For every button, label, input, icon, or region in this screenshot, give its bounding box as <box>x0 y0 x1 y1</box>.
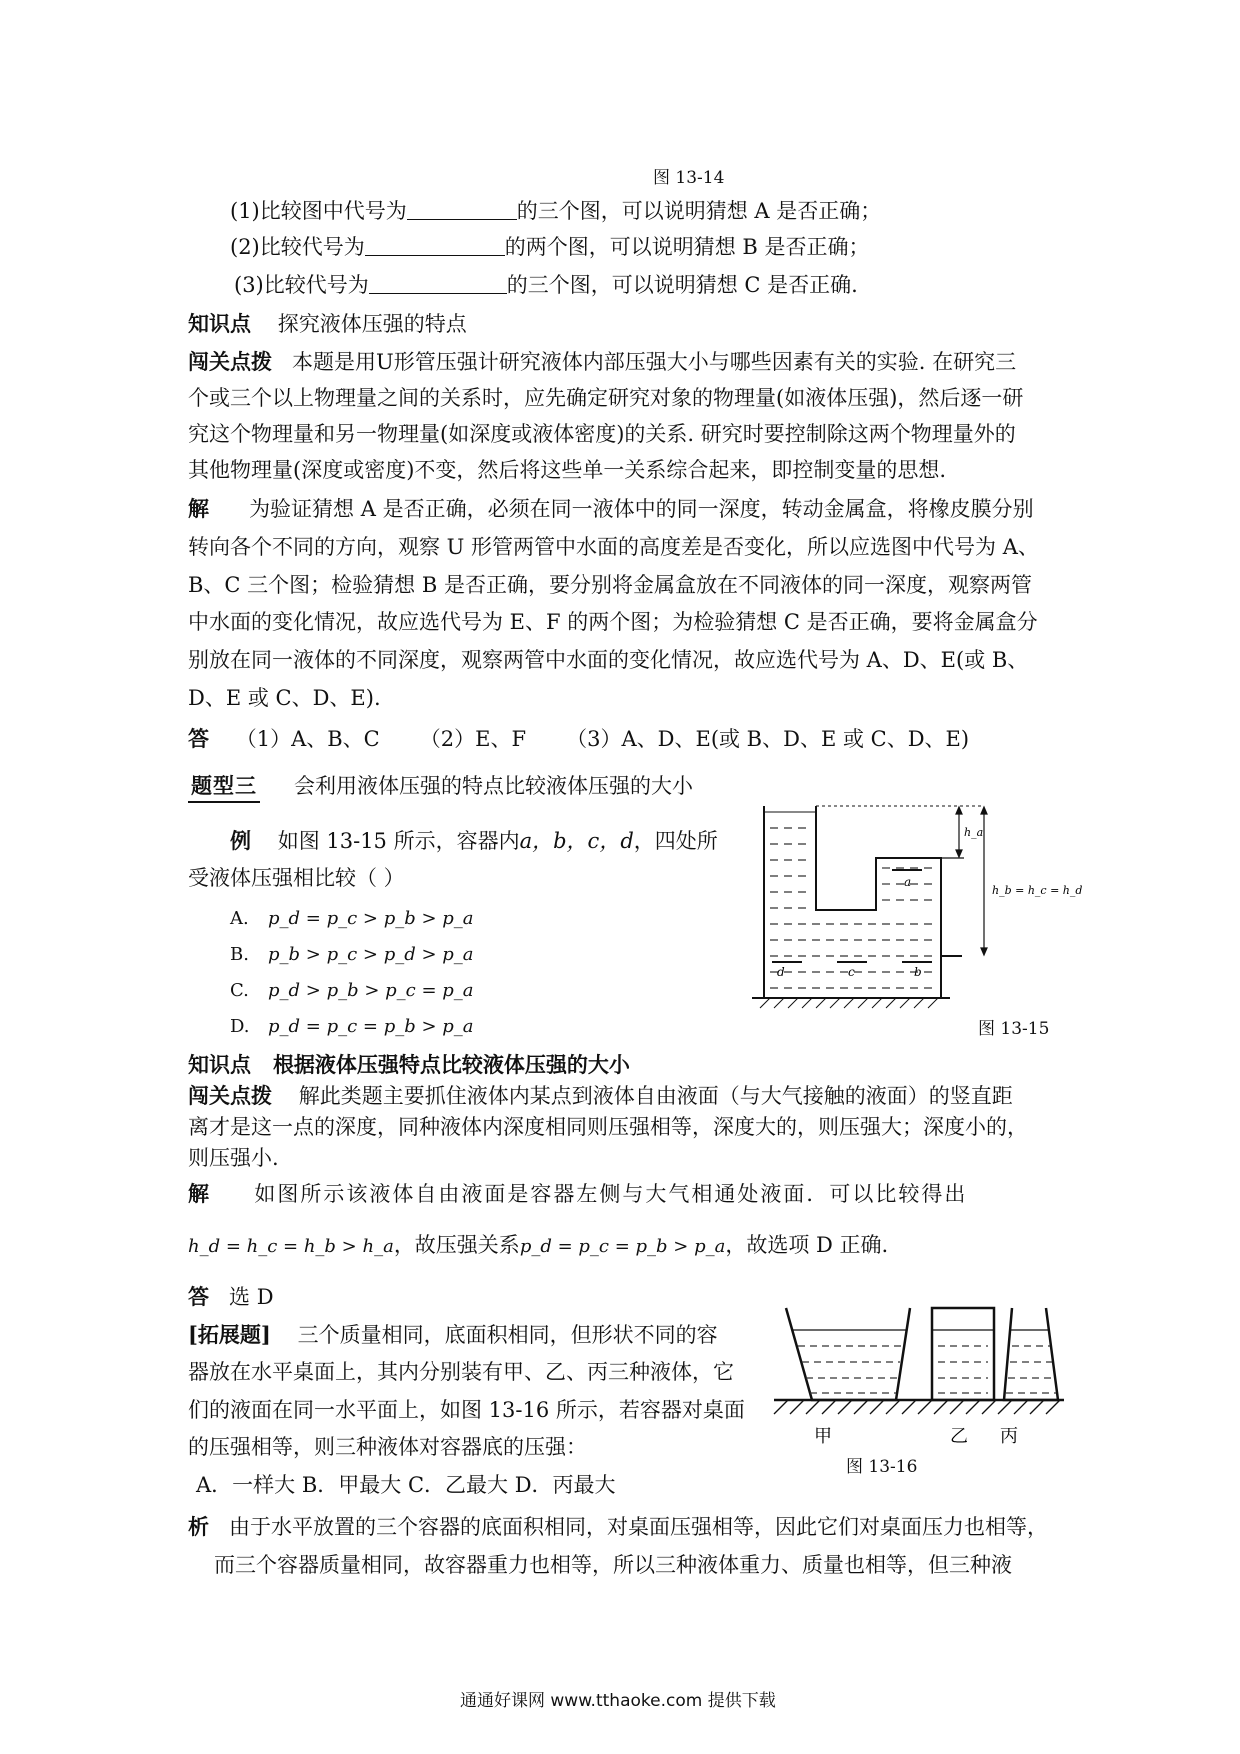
point-b: b <box>914 965 922 979</box>
option-letter: B. <box>230 944 249 965</box>
answer-1 <box>188 724 969 754</box>
analysis-line-0 <box>188 1512 1048 1542</box>
option-2 <box>230 938 474 970</box>
depth-relation: h_d = h_c = h_b > h_a <box>188 1236 394 1257</box>
solution-1-line-2: B、C 三个图；检验猜想 B 是否正确，要分别将金属盒放在不同液体的同一深度，观察两管 <box>188 573 1032 597</box>
question-2-prefix: (2)比较代号为 <box>230 235 365 259</box>
tip-2-line-0 <box>188 1081 1013 1111</box>
solution-mid: ，故压强关系 <box>393 1233 520 1257</box>
knowledge-point-label: 知识点 <box>188 311 251 336</box>
container-label-bing: 丙 <box>1000 1426 1018 1447</box>
container-label-jia: 甲 <box>814 1426 832 1447</box>
pressure-relation: p_d = p_c = p_b > p_a <box>519 1236 726 1257</box>
option-expression: p_b > p_c > p_d > p_a <box>268 944 474 965</box>
tip-text: 本题是用U形管压强计研究液体内部压强大小与哪些因素有关的实验. 在研究三 <box>292 350 1017 374</box>
topic-3-heading <box>188 771 693 803</box>
extension-line-2: 们的液面在同一水平面上，如图 13-16 所示，若容器对桌面 <box>188 1398 745 1422</box>
solution-1-line-3: 中水面的变化情况，故应选代号为 E、F 的两个图；为检验猜想 C 是否正确，要将金属盒分 <box>188 610 1038 634</box>
option-1 <box>230 902 474 934</box>
question-3-suffix: 的三个图，可以说明猜想 C 是否正确. <box>506 273 858 297</box>
option-expression: p_d = p_c > p_b > p_a <box>268 908 474 929</box>
option-letter: C. <box>230 980 249 1001</box>
question-2 <box>230 232 870 262</box>
answer-blank-2 <box>365 233 505 256</box>
example-vars: a，b，c，d <box>519 829 634 853</box>
analysis-label: 析 <box>188 1514 209 1539</box>
label-hb-hc-hd: h_b = h_c = h_d <box>992 884 1083 897</box>
knowledge-point-text: 探究液体压强的特点 <box>277 312 467 336</box>
tip-1-line-2: 究这个物理量和另一物理量(如深度或液体密度)的关系. 研究时要控制除这两个物理量外的 <box>188 422 1016 446</box>
point-a: a <box>904 875 912 889</box>
solution-end: ，故选项 D 正确. <box>725 1233 889 1257</box>
tip-1-line-3: 其他物理量(深度或密度)不变，然后将这些单一关系综合起来，即控制变量的思想. <box>188 458 947 482</box>
answer-part-2: （2）E、F <box>419 727 527 751</box>
tip-text: 解此类题主要抓住液体内某点到液体自由液面（与大气接触的液面）的竖直距 <box>298 1084 1013 1108</box>
answer-blank-1 <box>407 197 517 220</box>
solution-label: 解 <box>188 496 209 521</box>
solution-2-line-2 <box>188 1230 888 1262</box>
topic-3-text: 会利用液体压强的特点比较液体压强的大小 <box>294 774 693 798</box>
question-3-prefix: (3)比较代号为 <box>234 273 369 297</box>
answer-2 <box>188 1282 274 1312</box>
knowledge-point-text: 根据液体压强特点比较液体压强的大小 <box>272 1052 630 1077</box>
solution-1-line-5: D、E 或 C、D、E). <box>188 686 381 710</box>
question-1-suffix: 的三个图，可以说明猜想 A 是否正确； <box>516 199 882 223</box>
solution-label: 解 <box>188 1181 211 1206</box>
answer-part-1: （1）A、B、C <box>235 727 380 751</box>
solution-1-line-4: 别放在同一液体的不同深度，观察两管中水面的变化情况，故应选代号为 A、D、E(或 B、 <box>188 648 1029 672</box>
answer-label: 答 <box>188 726 209 751</box>
label-ha: h_a <box>964 826 984 839</box>
question-1 <box>230 196 881 226</box>
option-3 <box>230 974 474 1006</box>
answer-text: 选 D <box>229 1285 274 1309</box>
example-label: 例 <box>230 828 251 853</box>
tip-2-line-1: 离才是这一点的深度，同种液体内深度相同则压强相等，深度大的，则压强大；深度小的， <box>188 1115 1028 1139</box>
solution-1-line-0 <box>188 494 1034 524</box>
option-expression: p_d = p_c = p_b > p_a <box>268 1016 474 1037</box>
solution-2-line-1 <box>188 1179 967 1209</box>
tip-2-line-2: 则压强小. <box>188 1146 279 1170</box>
point-d: d <box>777 965 785 979</box>
option-letter: D. <box>230 1016 250 1037</box>
extension-choices: A．一样大 B．甲最大 C．乙最大 D．丙最大 <box>196 1473 616 1497</box>
option-letter: A. <box>230 908 249 929</box>
figure-13-16 <box>774 1300 1074 1460</box>
example-text: 如图 13-15 所示，容器内 <box>277 829 520 853</box>
tip-1-line-0 <box>188 347 1016 377</box>
question-1-prefix: (1)比较图中代号为 <box>230 199 407 223</box>
extension-text: 三个质量相同，底面积相同，但形状不同的容 <box>297 1323 718 1347</box>
solution-text: 如图所示该液体自由液面是容器左侧与大气相通处液面．可以比较得出 <box>254 1182 968 1206</box>
analysis-text: 由于水平放置的三个容器的底面积相同，对桌面压强相等，因此它们对桌面压力也相等， <box>229 1515 1049 1539</box>
option-4 <box>230 1010 474 1042</box>
answer-blank-3 <box>369 271 507 294</box>
answer-label: 答 <box>188 1284 209 1309</box>
extension-line-3: 的压强相等，则三种液体对容器底的压强： <box>188 1435 587 1459</box>
extension-line-1: 器放在水平桌面上，其内分别装有甲、乙、丙三种液体，它 <box>188 1360 734 1384</box>
figure-caption-13-14: 图 13-14 <box>653 168 725 188</box>
knowledge-point-label: 知识点 <box>188 1052 251 1077</box>
container-label-yi: 乙 <box>950 1426 968 1447</box>
tip-1-line-1: 个或三个以上物理量之间的关系时，应先确定研究对象的物理量(如液体压强)，然后逐一研 <box>188 386 1024 410</box>
tip-label: 闯关点拨 <box>188 1083 272 1108</box>
figure-caption-13-15: 图 13-15 <box>978 1019 1050 1039</box>
topic-3-label: 题型三 <box>188 771 260 803</box>
solution-text: 为验证猜想 A 是否正确，必须在同一液体中的同一深度，转动金属盒，将橡皮膜分别 <box>249 497 1034 521</box>
example-line-1 <box>230 826 718 856</box>
tip-label: 闯关点拨 <box>188 349 272 374</box>
solution-1-line-1: 转向各个不同的方向，观察 U 形管两管中水面的高度差是否变化，所以应选图中代号为 A、 <box>188 535 1039 559</box>
point-c: c <box>848 965 855 979</box>
example-text-end: ，四处所 <box>633 829 718 853</box>
figure-13-15 <box>752 798 1083 1028</box>
figure-caption-13-16: 图 13-16 <box>846 1457 918 1477</box>
question-3 <box>234 270 858 300</box>
knowledge-point-2 <box>188 1050 630 1080</box>
extension-line-0 <box>188 1320 718 1350</box>
extension-label: [拓展题] <box>188 1322 271 1347</box>
answer-part-3: （3）A、D、E(或 B、D、E 或 C、D、E) <box>566 727 970 751</box>
example-line-2: 受液体压强相比较（ ） <box>188 866 405 890</box>
option-expression: p_d > p_b > p_c = p_a <box>268 980 474 1001</box>
question-2-suffix: 的两个图，可以说明猜想 B 是否正确； <box>504 235 870 259</box>
page-footer: 通通好课网 www.tthaoke.com 提供下载 <box>460 1691 776 1711</box>
knowledge-point-1 <box>188 309 467 339</box>
analysis-line-1: 而三个容器质量相同，故容器重力也相等，所以三种液体重力、质量也相等，但三种液 <box>214 1553 1012 1577</box>
